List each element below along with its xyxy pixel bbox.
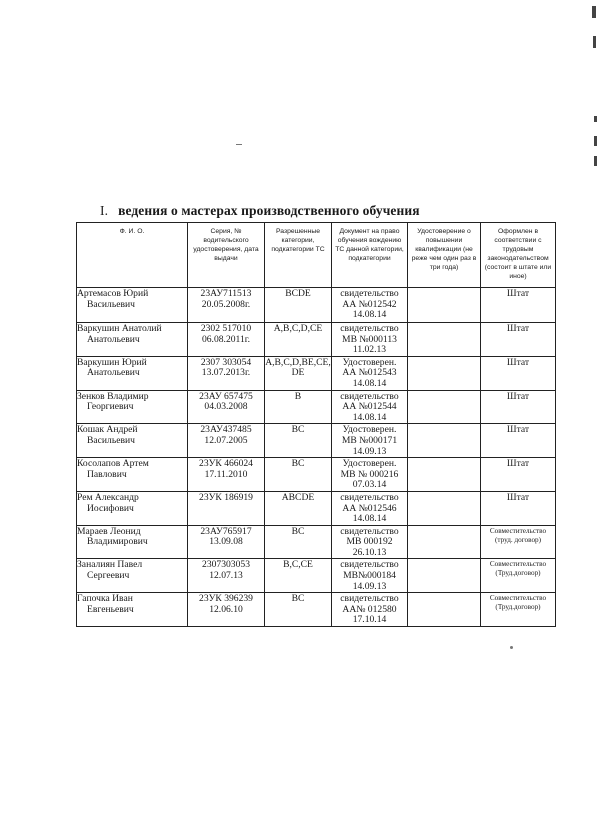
document-line: 26.10.13	[352, 546, 387, 558]
document-line: Удостоверен.	[342, 424, 397, 436]
cell-full-name	[77, 491, 188, 525]
license-line: 12.07.13	[209, 570, 243, 582]
cell-document	[332, 424, 408, 458]
column-header-categories: Разрешенные категории, подкатегории ТС	[265, 223, 332, 288]
section-heading	[100, 203, 540, 219]
column-header-qualification: Удостоверение о повышении квалификации (не реже чем один раз в три года)	[408, 223, 481, 288]
license-line: 23УК 466024	[199, 458, 253, 470]
document-line: АА №012546	[342, 502, 397, 514]
employment-line: (Труд.договор)	[495, 569, 541, 578]
cell-full-name	[77, 323, 188, 357]
document-line: свидетельство	[340, 525, 399, 537]
scan-edge-mark	[594, 136, 597, 146]
cell-qualification	[408, 356, 481, 390]
full-name-line: Владимирович	[87, 536, 148, 548]
column-header-name: Ф. И. О.	[77, 223, 188, 288]
cell-document	[332, 593, 408, 627]
document-line: АА№ 012580	[342, 603, 397, 615]
document-line: АА №012542	[342, 298, 397, 310]
document-line: Удостоверен.	[342, 458, 397, 470]
license-line: 06.08.2011г.	[201, 333, 251, 345]
table-row	[77, 424, 556, 458]
cell-document	[332, 525, 408, 559]
license-line: 04.03.2008	[204, 401, 248, 413]
cell-employment	[481, 559, 556, 593]
scan-dot	[236, 144, 242, 145]
cell-employment	[481, 458, 556, 492]
full-name-line: Евгеньевич	[87, 603, 134, 615]
cell-categories: BC	[265, 593, 332, 627]
employment-line: Штат	[506, 356, 530, 368]
cell-employment	[481, 525, 556, 559]
cell-qualification	[408, 525, 481, 559]
cell-categories: A,B,C,D,BE,CE,DE	[265, 356, 332, 390]
document-line: свидетельство	[340, 593, 399, 605]
document-line: МВ№000184	[343, 570, 396, 582]
cell-full-name	[77, 593, 188, 627]
cell-categories: BC	[265, 458, 332, 492]
document-line: МВ 000192	[346, 536, 393, 548]
document-line: свидетельство	[340, 491, 399, 503]
cell-full-name	[77, 559, 188, 593]
document-line: свидетельство	[340, 323, 399, 334]
cell-full-name	[77, 525, 188, 559]
table-row	[77, 390, 556, 424]
document-line: 14.08.14	[352, 411, 387, 423]
license-line: 2302 517010	[200, 323, 252, 334]
cell-full-name	[77, 390, 188, 424]
cell-categories: B,C,CE	[265, 559, 332, 593]
cell-document	[332, 288, 408, 323]
cell-full-name	[77, 458, 188, 492]
license-line: 2307 303054	[200, 356, 252, 368]
table-row	[77, 491, 556, 525]
scan-edge-mark	[593, 36, 596, 48]
cell-qualification	[408, 390, 481, 424]
full-name-line: Мараев Леонид	[77, 525, 141, 537]
document-line: 14.09.13	[352, 580, 387, 592]
cell-license	[188, 525, 265, 559]
table-row	[77, 593, 556, 627]
cell-license	[188, 356, 265, 390]
cell-license	[188, 390, 265, 424]
employment-line: (Труд.договор)	[495, 603, 541, 612]
document-line: 11.02.13	[352, 344, 387, 356]
cell-full-name	[77, 288, 188, 323]
full-name-line: Варкушин Анатолий	[77, 323, 162, 334]
cell-employment	[481, 288, 556, 323]
table-row	[77, 458, 556, 492]
document-line: 07.03.14	[352, 479, 387, 491]
cell-license	[188, 458, 265, 492]
cell-qualification	[408, 593, 481, 627]
cell-license	[188, 491, 265, 525]
section-title: ведения о мастерах производственного обучения	[118, 203, 420, 218]
cell-categories: BCDE	[265, 288, 332, 323]
full-name-line: Зенков Владимир	[77, 390, 149, 402]
cell-full-name	[77, 356, 188, 390]
license-line: 23АУ 657475	[199, 390, 253, 402]
employment-line: (труд. договор)	[494, 535, 542, 544]
document-line: свидетельство	[340, 559, 399, 571]
table-header-row	[77, 223, 556, 288]
full-name-line: Васильевич	[87, 434, 135, 446]
full-name-line: Варкушин Юрий	[77, 356, 147, 368]
cell-qualification	[408, 288, 481, 323]
document-line: свидетельство	[340, 390, 399, 402]
cell-document	[332, 491, 408, 525]
full-name-line: Заналиян Павел	[77, 559, 143, 571]
license-line: 20.05.2008г.	[201, 298, 251, 310]
scan-edge-mark	[594, 156, 597, 166]
cell-categories: BC	[265, 424, 332, 458]
full-name-line: Гапочка Иван	[77, 593, 133, 605]
cell-document	[332, 390, 408, 424]
license-line: 12.06.10	[209, 603, 243, 615]
full-name-line: Васильевич	[87, 298, 135, 310]
cell-document	[332, 323, 408, 357]
cell-document	[332, 559, 408, 593]
column-header-employment: Оформлен в соответствии с трудовым законодательством (состоит в штате или иное)	[481, 223, 556, 288]
full-name-line: Косолапов Артем	[77, 458, 149, 470]
license-line: 13.09.08	[209, 536, 243, 548]
license-line: 23АУ711513	[200, 288, 252, 299]
cell-employment	[481, 356, 556, 390]
cell-qualification	[408, 559, 481, 593]
full-name-line: Георгиевич	[87, 401, 134, 413]
employment-line: Штат	[506, 390, 530, 402]
document-line: МВ № 000216	[340, 468, 399, 480]
full-name-line: Анатольевич	[87, 333, 140, 345]
document-line: АА №012543	[342, 367, 397, 379]
license-line: 23АУ765917	[200, 525, 252, 537]
cell-qualification	[408, 424, 481, 458]
full-name-line: Иосифович	[87, 502, 134, 514]
cell-categories: BC	[265, 525, 332, 559]
cell-categories: B	[265, 390, 332, 424]
cell-full-name	[77, 424, 188, 458]
cell-employment	[481, 593, 556, 627]
document-line: 14.08.14	[352, 377, 387, 389]
table-row	[77, 525, 556, 559]
document-line: 14.09.13	[352, 445, 387, 457]
cell-categories: A,B,C,D,CE	[265, 323, 332, 357]
cell-license	[188, 559, 265, 593]
employment-line: Штат	[506, 323, 530, 334]
license-line: 23УК 186919	[199, 491, 253, 503]
cell-license	[188, 424, 265, 458]
table-row	[77, 356, 556, 390]
cell-license	[188, 323, 265, 357]
document-line: 14.08.14	[352, 309, 387, 321]
license-line: 12.07.2005	[204, 434, 248, 446]
scan-edge-mark	[594, 116, 597, 122]
cell-employment	[481, 390, 556, 424]
full-name-line: Кошак Андрей	[77, 424, 138, 436]
cell-qualification	[408, 323, 481, 357]
cell-document	[332, 356, 408, 390]
license-line: 23АУ437485	[200, 424, 252, 436]
scan-edge-mark	[592, 6, 596, 18]
column-header-license: Серия, № водительского удостоверения, дата выдачи	[188, 223, 265, 288]
cell-employment	[481, 491, 556, 525]
cell-license	[188, 593, 265, 627]
employment-line: Совместительство	[489, 594, 547, 603]
column-header-document: Документ на право обучения вождению ТС данной категории, подкатегории	[332, 223, 408, 288]
employment-line: Штат	[506, 424, 530, 436]
cell-document	[332, 458, 408, 492]
license-line: 2307303053	[202, 559, 250, 571]
cell-employment	[481, 323, 556, 357]
table-row	[77, 559, 556, 593]
cell-qualification	[408, 491, 481, 525]
employment-line: Совместительство	[489, 526, 547, 535]
employment-line: Совместительство	[489, 560, 547, 569]
full-name-line: Анатольевич	[87, 367, 140, 379]
license-line: 17.11.2010	[204, 468, 248, 480]
employment-line: Штат	[506, 491, 530, 503]
full-name-line: Сергеевич	[87, 570, 130, 582]
document-line: АА №012544	[342, 401, 397, 413]
table-row	[77, 323, 556, 357]
cell-employment	[481, 424, 556, 458]
license-line: 23УК 396239	[199, 593, 253, 605]
table-row	[77, 288, 556, 323]
full-name-line: Павлович	[87, 468, 127, 480]
full-name-line: Артемасов Юрий	[77, 288, 149, 299]
instructors-table	[76, 222, 556, 627]
employment-line: Штат	[506, 288, 530, 299]
document-line: Удостоверен.	[342, 356, 397, 368]
scan-dot	[510, 646, 513, 649]
cell-categories: ABCDE	[265, 491, 332, 525]
section-number: I.	[100, 203, 109, 218]
cell-qualification	[408, 458, 481, 492]
license-line: 13.07.2013г.	[201, 367, 251, 379]
document-line: 14.08.14	[352, 513, 387, 525]
document-line: МВ №000171	[341, 434, 398, 446]
cell-license	[188, 288, 265, 323]
document-line: 17.10.14	[352, 614, 387, 626]
document-line: МВ №000113	[342, 333, 397, 345]
employment-line: Штат	[506, 458, 530, 470]
document-line: свидетельство	[340, 288, 399, 299]
full-name-line: Рем Александр	[77, 491, 139, 503]
